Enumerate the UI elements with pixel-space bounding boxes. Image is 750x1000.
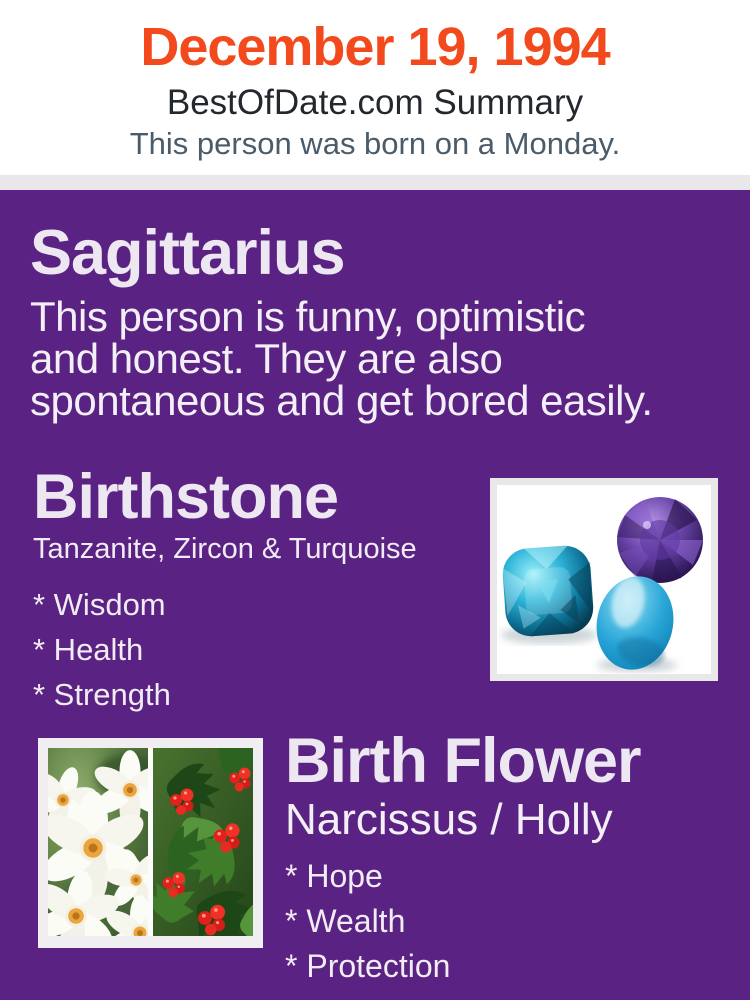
birthstone-trait: * Strength	[33, 677, 171, 712]
date-heading: December 19, 1994	[140, 17, 610, 77]
purple-section	[0, 190, 750, 1000]
zodiac-description-line: This person is funny, optimistic	[30, 293, 586, 340]
header-divider	[0, 175, 750, 190]
birth-flower-names: Narcissus / Holly	[285, 795, 613, 844]
zodiac-sign-heading: Sagittarius	[30, 218, 345, 288]
header-section	[0, 0, 750, 175]
birth-flower-trait-list	[285, 854, 450, 989]
birth-flower-trait: * Protection	[285, 948, 451, 984]
birthstone-heading: Birthstone	[33, 462, 338, 532]
site-title: BestOfDate.com Summary	[166, 83, 584, 122]
tanzanite-gem-icon	[617, 497, 703, 583]
blue-zircon-gem-icon	[501, 544, 595, 638]
birthstone-names: Tanzanite, Zircon & Turquoise	[33, 533, 417, 565]
zodiac-description	[30, 293, 653, 424]
flowers-illustration	[48, 748, 253, 936]
turquoise-gem-icon	[588, 569, 682, 674]
birth-flower-heading: Birth Flower	[285, 726, 641, 796]
zodiac-description-line: spontaneous and get bored easily.	[30, 377, 653, 424]
zodiac-description-line: and honest. They are also	[30, 335, 503, 382]
birthstone-photo	[490, 478, 718, 681]
birth-flower-trait: * Wealth	[285, 903, 406, 939]
birthstone-trait: * Health	[33, 632, 144, 667]
photo-split-line	[148, 748, 153, 936]
born-day-note: This person was born on a Monday.	[129, 126, 621, 161]
birth-flower-trait: * Hope	[285, 858, 383, 894]
gems-illustration	[497, 485, 711, 674]
holly-photo	[141, 748, 253, 936]
birth-flower-photo	[38, 738, 263, 948]
birthstone-trait-list	[33, 582, 171, 717]
birthstone-trait: * Wisdom	[33, 587, 166, 622]
